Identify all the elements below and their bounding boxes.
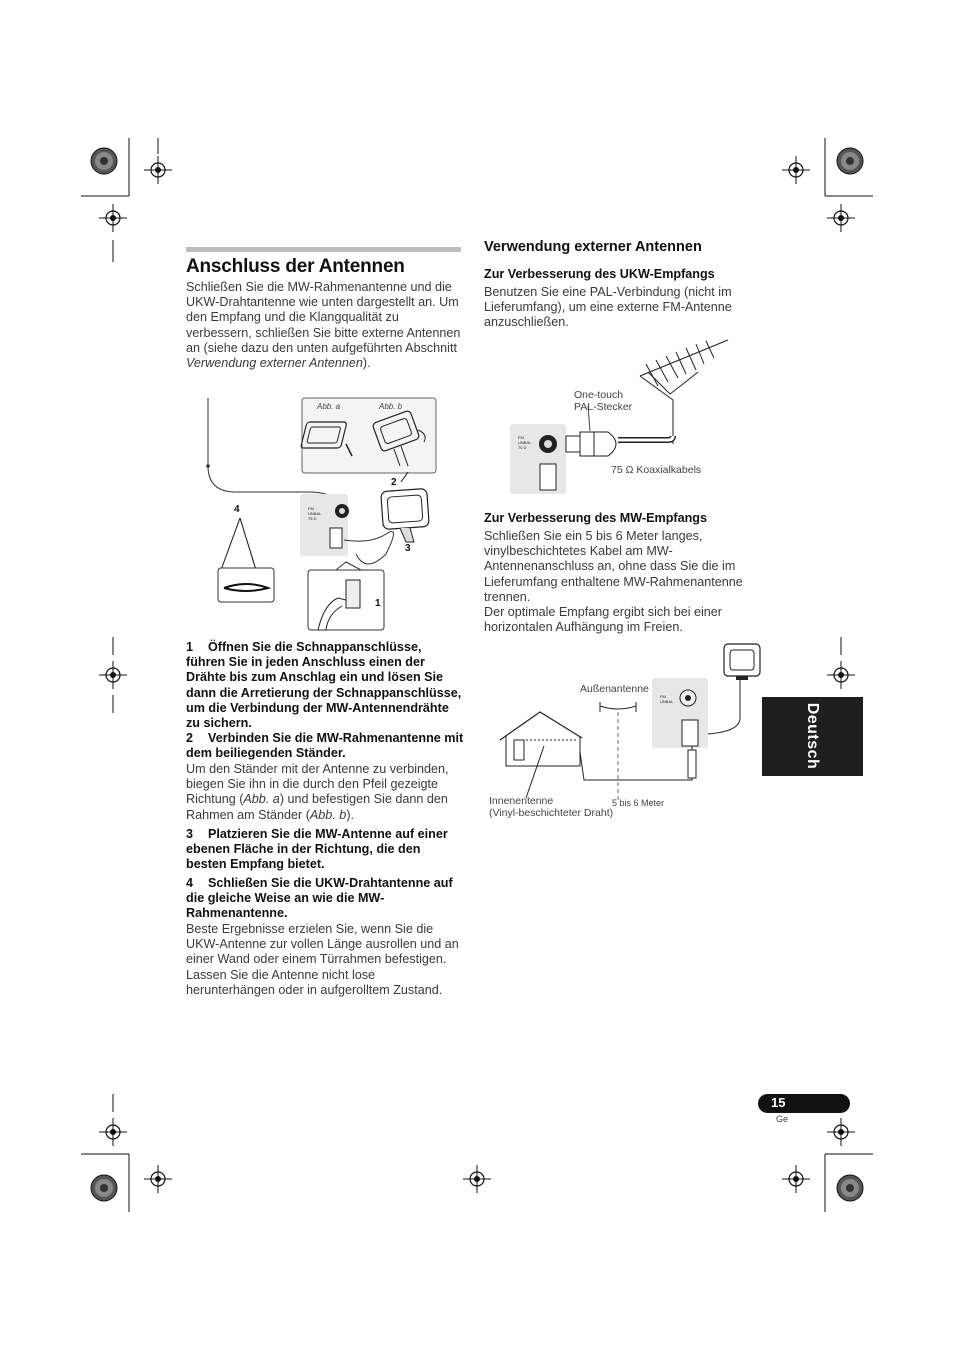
callout-2: 2: [391, 477, 397, 488]
ukw-heading: Zur Verbesserung des UKW-Empfangs: [484, 267, 715, 281]
coax-cable-label: 75 Ω Koaxialkabels: [611, 464, 702, 476]
intro-paragraph: Schließen Sie die MW-Rahmenantenne und die UKW-Drahtantenne wie unten dargestellt an. Um den Empfang und die Klangqualität zu verbessern, schließen Sie bitte externe Antennen an (siehe dazu den unten aufgeführten Abschnitt Verwendung externer Antennen).: [186, 280, 461, 371]
callout-3: 3: [405, 543, 411, 554]
callout-1: 1: [375, 598, 381, 609]
length-label: 5 bis 6 Meter: [612, 798, 665, 808]
step-4: 4 Schließen Sie die UKW-Drahtantenne auf die gleiche Weise an wie die MW-Rahmenantenne.: [186, 876, 453, 921]
svg-text:UNBAL: UNBAL: [660, 699, 674, 704]
step-1: 1 Öffnen Sie die Schnappanschlüsse, führen Sie in jeden Anschluss einen der Drähte bis zum Anschlag ein und lösen Sie dann die Arretierung der Schnappanschlüsse, um die Verbindung der MW-Antennendrähte zu sichern.: [186, 640, 462, 731]
step-3: 3 Platzieren Sie die MW-Antenne auf einer ebenen Fläche in der Richtung, die den besten Empfang bietet.: [186, 827, 448, 872]
antenna-assembly-figure: [196, 394, 456, 634]
svg-text:75 Ω: 75 Ω: [518, 445, 527, 450]
abb-a-label: Abb. a: [317, 402, 341, 411]
svg-text:FM: FM: [518, 435, 524, 440]
outdoor-antenna-label: Außenantenne: [580, 683, 649, 695]
svg-text:FM: FM: [308, 506, 314, 511]
svg-text:UNBAL: UNBAL: [518, 440, 532, 445]
svg-text:FM: FM: [660, 694, 666, 699]
mw-text-2: Der optimale Empfang ergibt sich bei einer horizontalen Aufhängung im Freien.: [484, 605, 723, 635]
page-number: 15: [771, 1095, 786, 1110]
section-title: Anschluss der Antennen: [186, 256, 405, 277]
language-tab: Deutsch: [762, 697, 863, 776]
pal-plug-label: One-touch PAL-Stecker: [574, 389, 633, 413]
indoor-antenna-label: Innenentenne (Vinyl-beschichteter Draht): [489, 795, 614, 819]
ukw-text: Benutzen Sie eine PAL-Verbindung (nicht im Lieferumfang), um eine externe FM-Antenne anzuschließen.: [484, 285, 732, 330]
callout-4: 4: [234, 504, 240, 515]
mw-antenna-figure: [496, 640, 772, 812]
step-2-body: Um den Ständer mit der Antenne zu verbinden, biegen Sie ihn in die durch den Pfeil gezeigte Richtung (Abb. a) und befestigen Sie dann den Rahmen am Ständer (Abb. b).: [186, 762, 449, 822]
mw-text-1: Schließen Sie ein 5 bis 6 Meter langes, vinylbeschichtetes Kabel am MW-Antennenanschluss an, ohne dass Sie die im Lieferumfang enthaltene MW-Rahmenantenne trennen.: [484, 529, 743, 604]
external-antennas-title: Verwendung externer Antennen: [484, 239, 702, 255]
section-rule: [186, 247, 461, 252]
abb-b-label: Abb. b: [379, 402, 403, 411]
svg-text:UNBAL: UNBAL: [308, 511, 322, 516]
svg-text:75 Ω: 75 Ω: [308, 516, 317, 521]
mw-heading: Zur Verbesserung des MW-Empfangs: [484, 511, 707, 525]
page-language-code: Ge: [776, 1114, 789, 1124]
step-2: 2 Verbinden Sie die MW-Rahmenantenne mit dem beiliegenden Ständer.: [186, 731, 464, 761]
step-4-body: Beste Ergebnisse erzielen Sie, wenn Sie die UKW-Antenne zur vollen Länge ausrollen und an einer Wand oder einem Türrahmen befestigen. Lassen Sie die Antenne nicht lose herunterhängen oder in aufgerolltem Zustand.: [186, 922, 459, 997]
